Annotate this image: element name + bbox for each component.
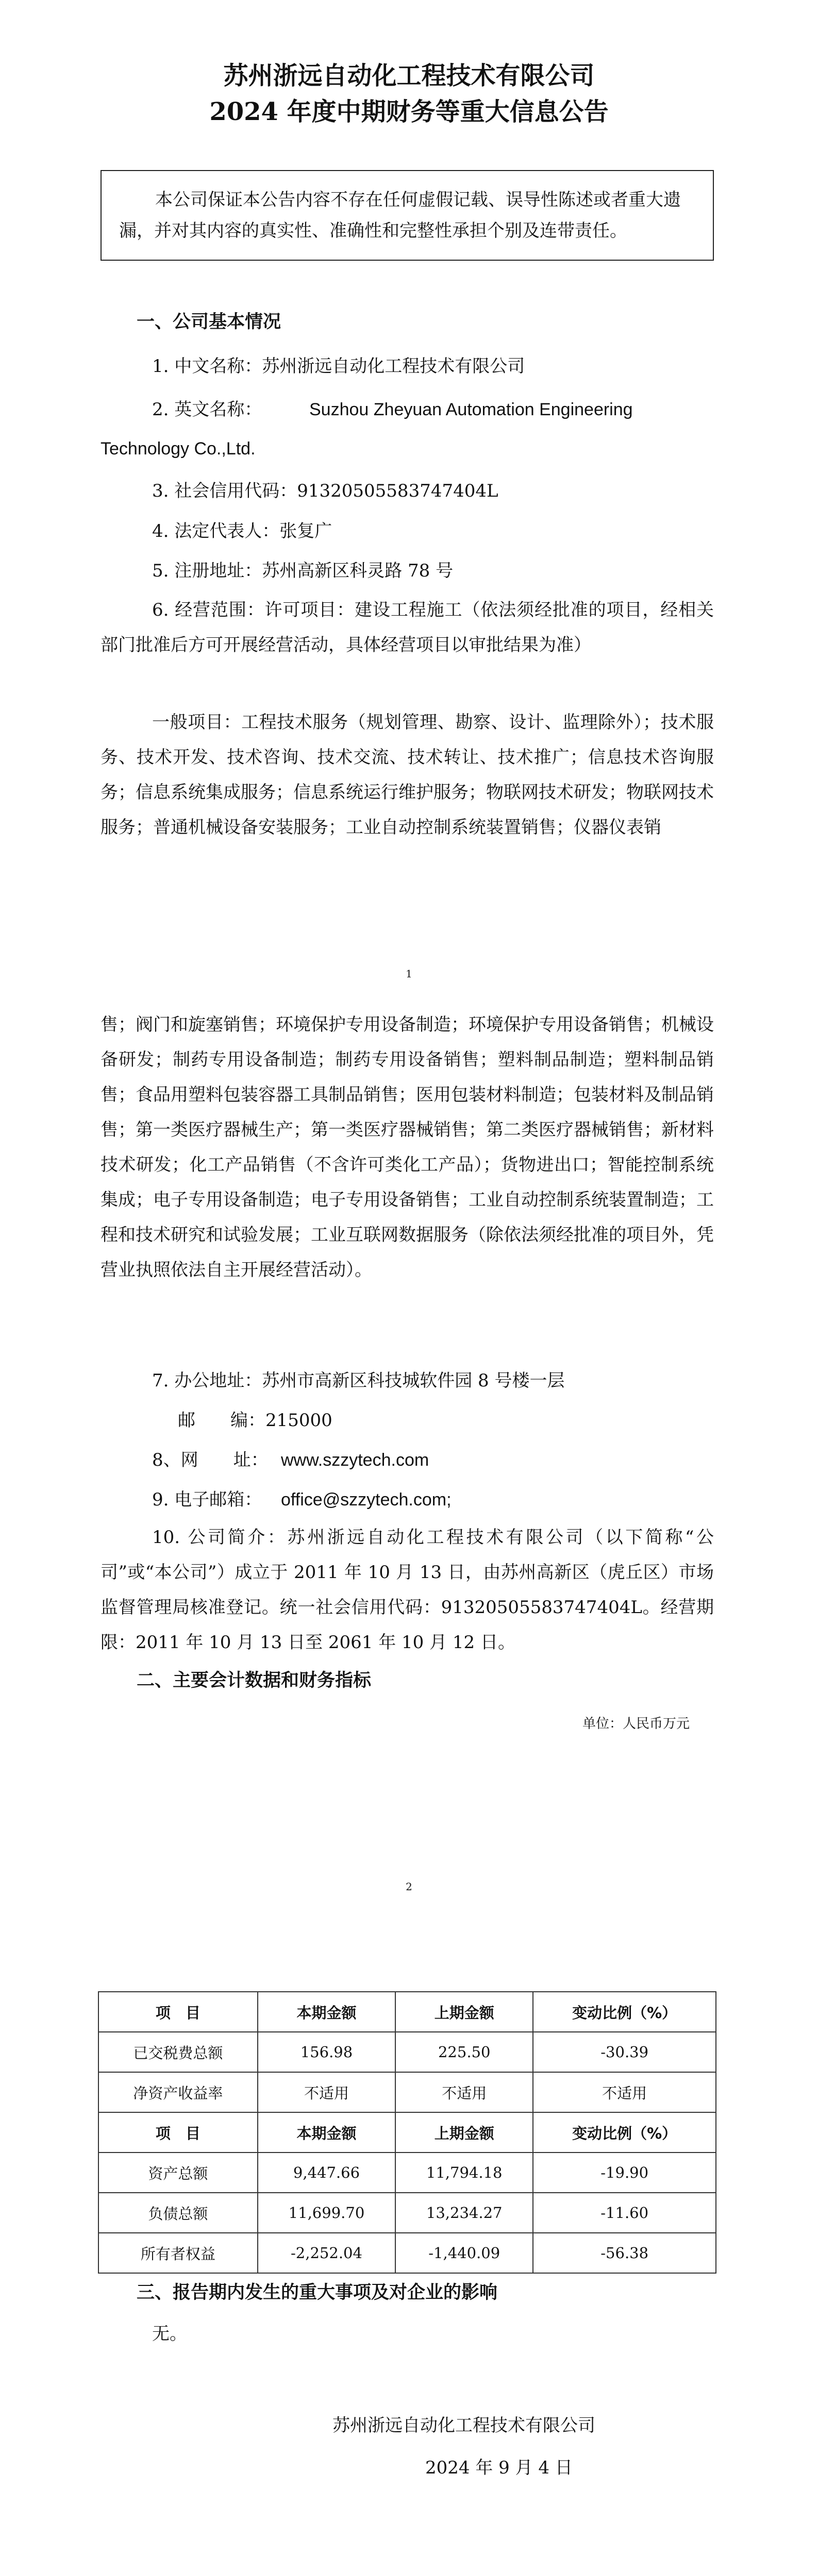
header-cell: 变动比例（%） xyxy=(533,2112,716,2153)
table-cell: 资产总额 xyxy=(98,2153,258,2193)
table-cell: 225.50 xyxy=(395,2032,533,2072)
header-cell: 上期金额 xyxy=(395,2112,533,2153)
header-cell: 变动比例（%） xyxy=(533,1992,716,2032)
table-row xyxy=(98,2072,716,2112)
header-cell: 本期金额 xyxy=(258,1992,395,2032)
disclaimer-statement: 本公司保证本公告内容不存在任何虚假记载、误导性陈述或者重大遗漏，并对其内容的真实性、准确性和完整性承担个别及连带责任。 xyxy=(101,170,714,261)
header-cell: 项 目 xyxy=(98,2112,258,2153)
table-cell: 已交税费总额 xyxy=(98,2032,258,2072)
postcode: 邮 编：215000 xyxy=(178,1410,332,1431)
table-cell: -2,252.04 xyxy=(258,2233,395,2273)
table-cell: 13,234.27 xyxy=(395,2193,533,2233)
email-link[interactable]: office@szzytech.com; xyxy=(281,1490,452,1510)
table-cell: 负债总额 xyxy=(98,2193,258,2233)
office-address: 7. 办公地址：苏州市高新区科技城软件园 8 号楼一层 xyxy=(152,1370,565,1391)
table-header-row xyxy=(98,1992,716,2032)
table-cell: -30.39 xyxy=(533,2032,716,2072)
table-cell: 9,447.66 xyxy=(258,2153,395,2193)
table-row xyxy=(98,2153,716,2193)
english-name-label: 2. 英文名称： xyxy=(152,399,262,420)
table-cell: -56.38 xyxy=(533,2233,716,2273)
business-scope-general-part2: 售；阀门和旋塞销售；环境保护专用设备制造；环境保护专用设备销售；机械设备研发；制药专用设备制造；制药专用设备销售；塑料制品制造；塑料制品销售；食品用塑料包装容器工具制品销售；医用包装材料制造；包装材料及制品销售；第一类医疗器械生产；第一类医疗器械销售；第二类医疗器械销售；新材料技术研发；化工产品销售（不含许可类化工产品）；货物进出口；智能控制系统集成；电子专用设备制造；电子专用设备销售；工业自动控制系统装置制造；工程和技术研究和试验发展；工业互联网数据服务（除依法须经批准的项目外，凭营业执照依法自主开展经营活动）。 xyxy=(101,1014,714,1280)
table-cell: 11,699.70 xyxy=(258,2193,395,2233)
signature-company: 苏州浙远自动化工程技术有限公司 xyxy=(332,2415,595,2436)
table-header-row xyxy=(98,2112,716,2153)
business-scope-licensed: 6. 经营范围：许可项目：建设工程施工（依法须经批准的项目，经相关部门批准后方可开展经营活动，具体经营项目以审批结果为准） xyxy=(101,600,714,655)
section-3-heading: 三、报告期内发生的重大事项及对企业的影响 xyxy=(137,2282,498,2303)
table-cell: -11.60 xyxy=(533,2193,716,2233)
table-cell: 不适用 xyxy=(395,2072,533,2112)
page-1 xyxy=(0,0,818,992)
table-cell: 11,794.18 xyxy=(395,2153,533,2193)
document-title-line1: 苏州浙远自动化工程技术有限公司 xyxy=(223,61,595,90)
english-name-part1: Suzhou Zheyuan Automation Engineering xyxy=(309,400,633,419)
table-row xyxy=(98,2193,716,2233)
page-2 xyxy=(0,992,818,1982)
business-scope-general-part1: 一般项目：工程技术服务（规划管理、勘察、设计、监理除外）；技术服务、技术开发、技术咨询、技术交流、技术转让、技术推广；信息技术咨询服务；信息系统集成服务；信息系统运行维护服务；物联网技术研发；物联网技术服务；普通机械设备安装服务；工业自动控制系统装置销售；仪器仪表销 xyxy=(101,712,714,838)
table-cell: 不适用 xyxy=(258,2072,395,2112)
document-title-line2: 2024 年度中期财务等重大信息公告 xyxy=(209,97,609,126)
section-2-heading: 二、主要会计数据和财务指标 xyxy=(137,1670,372,1691)
section-1-heading: 一、公司基本情况 xyxy=(137,312,281,332)
table-cell: 156.98 xyxy=(258,2032,395,2072)
financial-indicators-table xyxy=(98,1991,716,2274)
table-cell: -19.90 xyxy=(533,2153,716,2193)
legal-representative: 4. 法定代表人：张复广 xyxy=(152,521,332,541)
page-number: 2 xyxy=(406,1880,412,1893)
chinese-name: 1. 中文名称：苏州浙远自动化工程技术有限公司 xyxy=(152,356,525,377)
currency-unit: 单位：人民币万元 xyxy=(582,1716,690,1732)
table-row xyxy=(98,2233,716,2273)
page-number: 1 xyxy=(406,968,412,980)
table-cell: -1,440.09 xyxy=(395,2233,533,2273)
english-name-part2: Technology Co.,Ltd. xyxy=(101,439,256,459)
company-introduction: 10. 公司简介：苏州浙远自动化工程技术有限公司（以下简称“公司”或“本公司”）成立于 2011 年 10 月 13 日，由苏州高新区（虎丘区）市场监督管理局核准登记。统一社会信用代码：91320505583747404L。经营期限：2011 年 10 月 13 日至 2061 年 10 月 12 日。 xyxy=(101,1527,714,1653)
header-cell: 上期金额 xyxy=(395,1992,533,2032)
website-link[interactable]: www.szzytech.com xyxy=(281,1450,429,1470)
signature-date: 2024 年 9 月 4 日 xyxy=(425,2458,573,2478)
credit-code: 3. 社会信用代码：91320505583747404L xyxy=(152,481,498,501)
table-cell: 净资产收益率 xyxy=(98,2072,258,2112)
table-cell: 不适用 xyxy=(533,2072,716,2112)
header-cell: 本期金额 xyxy=(258,2112,395,2153)
header-cell: 项 目 xyxy=(98,1992,258,2032)
website-label: 8、网 址： xyxy=(152,1450,269,1470)
section-3-body: 无。 xyxy=(152,2324,187,2344)
email-label: 9. 电子邮箱： xyxy=(152,1489,262,1510)
table-cell: 所有者权益 xyxy=(98,2233,258,2273)
registered-address: 5. 注册地址：苏州高新区科灵路 78 号 xyxy=(152,561,454,581)
table-row xyxy=(98,2032,716,2072)
